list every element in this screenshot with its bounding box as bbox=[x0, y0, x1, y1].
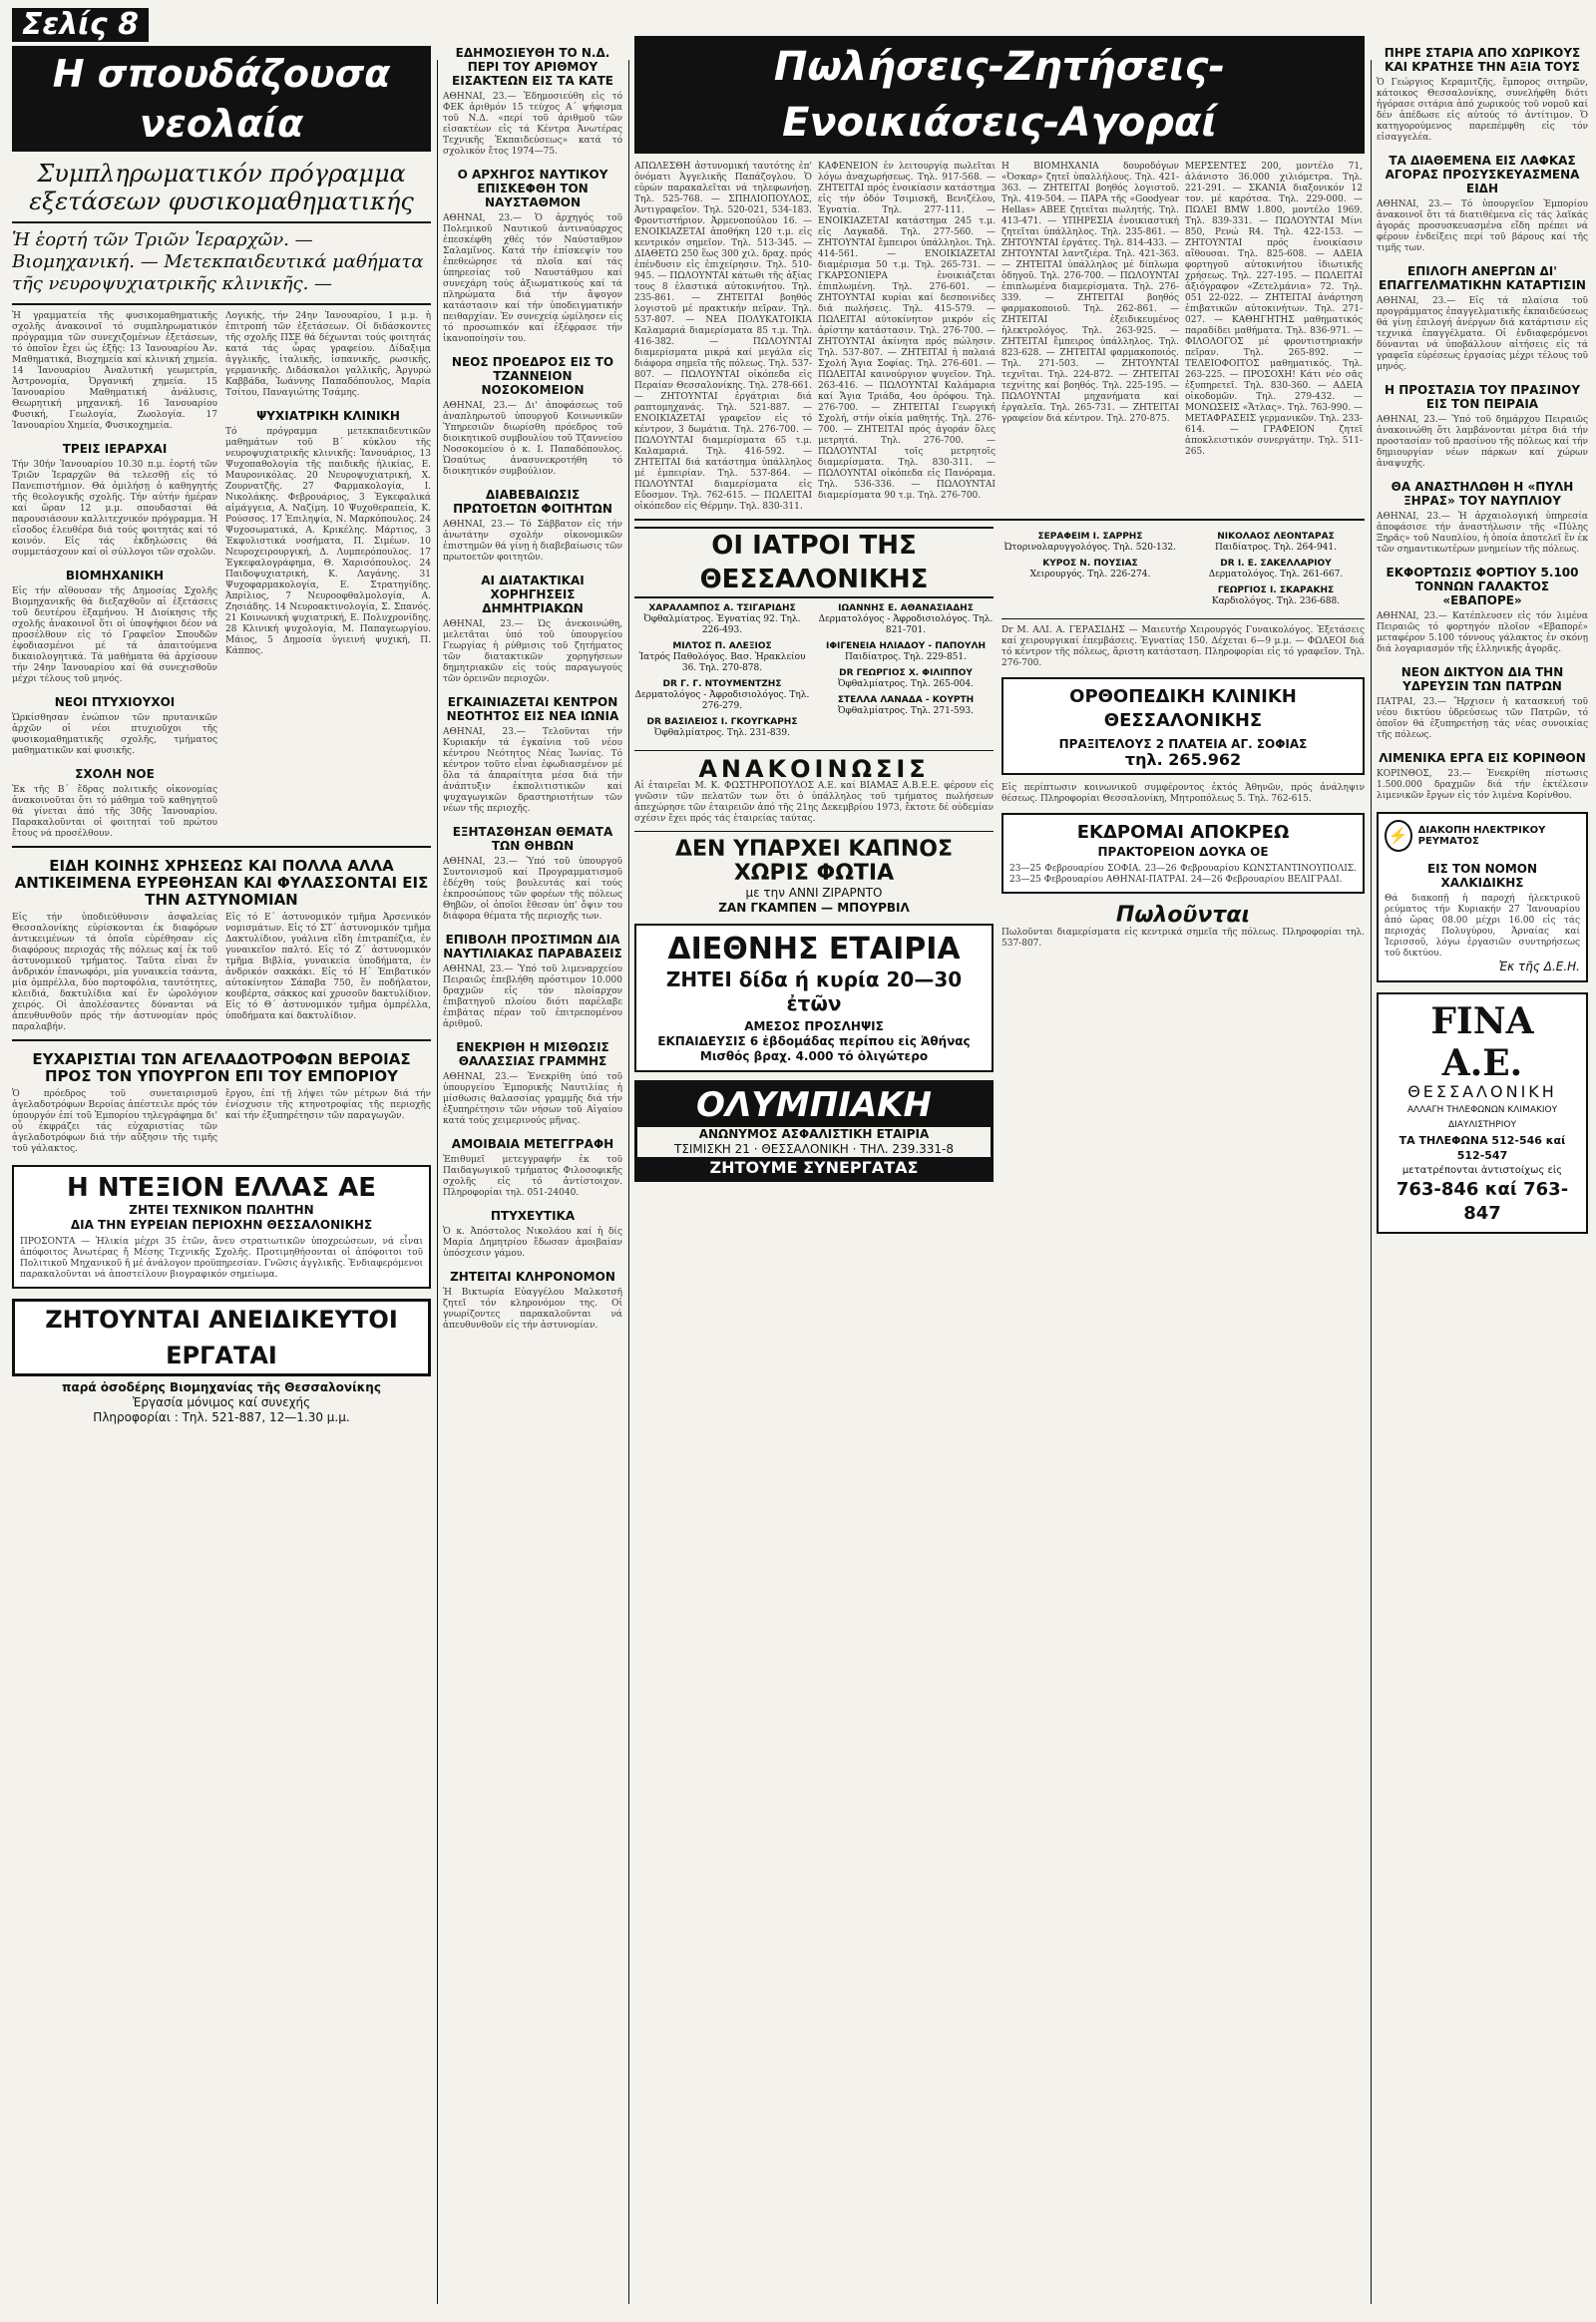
tours-sub: ΠΡΑΚΤΟΡΕΙΟΝ ΔΟΥΚΑ ΟΕ bbox=[1097, 845, 1269, 859]
article-body: Τό πρόγραμμα μετεκπαιδευτικῶν μαθημάτων τοῦ Β΄ κύκλου τῆς νευροψυχιατρικῆς κλινικῆς: Ἰανουάριος, 13 Ψυχοπαθολογία τῆς παιδικῆς ἡλικίας, Ε. Μαυρονικόλας. 20 Νευροψυχιατρική, Χ. Ζουρνατζῆς. 27 Φαρμακολογία, Ι. Νικολάκης. Φεβρουάριος, 3 Ἐγκεφαλικά αἰμάγγεια, Α. Ναζίμη. 10 Ψυχοθεραπεία, Κ. Ρούσσος. 17 Ἐπιληψία, Ν. Μαρκόπουλος. 24 Ψυχοσωματικά, Α. Κρικέλης. Μάρτιος, 3 Ἐκφυλιστικά νοσήματα, Π. Σιμέων. 10 Νευροχειρουργική, Δ. Λυμπερόπουλος. 17 Ἐγκεφαλογράφημα, Θ. Χαρισόπουλος. 24 Παιδοψυχιατρική, Κ. Λαγάνης. 31 Ψυχοφαρμακολογία, Ε. Στρατηγίδης. Ἀπρίλιος, 7 Νευροοφθαλμολογία, Α. Ζησιάδης. 14 Νευροακτινολογία, Σ. Σπανός. 21 Κοινωνική ψυχιατρική, Ε. Πολυχρονίδης. 28 Κλινική ψυχολογία, Μ. Παπαγεωργίου. Μάιος, 5 Δημοσία ὑγιεινή ψυχική, Π. Κάππος. bbox=[225, 427, 431, 656]
olympic-ad bbox=[634, 1080, 994, 1182]
doctor-name: ΙΦΙΓΕΝΕΙΑ ΗΛΙΑΔΟΥ - ΠΑΠΟΥΛΗ bbox=[825, 641, 986, 651]
doctor-entry: ΜΙΛΤΟΣ Π. ΑΛΕΞΙΟΣ Ἰατρός Παθολόγος. Βασ. Ἡρακλείου 36. Τηλ. 270-878. bbox=[634, 641, 810, 674]
headline: ΖΗΤΕΙΤΑΙ ΚΛΗΡΟΝΟΜΟΝ bbox=[450, 1270, 615, 1284]
column-separator bbox=[437, 60, 438, 2304]
ads-lower bbox=[634, 527, 1365, 1182]
headline: ΕΚΦΟΡΤΩΣΙΣ ΦΟΡΤΙΟΥ 5.100 ΤΟΝΝΩΝ ΓΑΛΑΚΤΟΣ «ΕΒΑΠΟΡΕ» bbox=[1386, 566, 1579, 607]
doctors-list bbox=[634, 598, 994, 744]
headline: ΕΞΗΤΑΣΘΗΣΑΝ ΘΕΜΑΤΑ ΤΩΝ ΘΗΒΩΝ bbox=[452, 825, 613, 853]
doctor-entry: DR ΓΕΩΡΓΙΟΣ Χ. ΦΙΛΙΠΠΟΥ Ὀφθαλμίατρος. Τηλ. 265-004. bbox=[818, 668, 994, 690]
heading-sxolh: ΣΧΟΛΗ ΝΟΕ bbox=[75, 767, 155, 781]
article-body: Ὁ Γεώργιος Κεραμιτζῆς, ἔμπορος σιτηρῶν, κάτοικος Θεσσαλονίκης, συνελήφθη διότι ἠγόρασε σιτάρια ἀπό χωρικούς τοῦ νομοῦ καί δέν ἀπέδωσε εἰς αὐτούς τό ἀντίτιμον. Ὁ κατηγορούμενος παρεπέμφθη εἰς τόν εἰσαγγελέα. bbox=[1377, 78, 1588, 143]
ads-misc: Dr Μ. ΑΛΙ. Α. ΓΕΡΑΣΙΔΗΣ — Μαιευτήρ Χειρουργός Γυναικολόγος. Ἐξετάσεις καί χειρουργικαί ἐπεμβάσεις. Ἐγνατίας 150. Δέχεται 6—9 μ.μ. — ΦΩΛΕΟΙ διά τό κέντρον τῆς πόλεως, ἄριστη κατάσταση. Πληροφορίαι εἰς τό γραφεῖον. Τηλ. 276-700. bbox=[1001, 625, 1365, 668]
olympic-sub: ΑΝΩΝΥΜΟΣ ΑΣΦΑΛΙΣΤΙΚΗ ΕΤΑΙΡΙΑ bbox=[698, 1127, 930, 1141]
headline: ΕΝΕΚΡΙΘΗ Η ΜΙΣΘΩΣΙΣ ΘΑΛΑΣΣΙΑΣ ΓΡΑΜΜΗΣ bbox=[456, 1040, 609, 1068]
dei-region: ΕΙΣ ΤΟΝ ΝΟΜΟΝ ΧΑΛΚΙΔΙΚΗΣ bbox=[1426, 862, 1538, 890]
classified-col-2: ΚΑΦΕΝΕΙΟΝ ἐν λειτουργίᾳ πωλεῖται λόγω ἀναχωρήσεως. Τηλ. 917-568. — ΖΗΤΕΙΤΑΙ πρός ἐνοικίασιν κατάστημα εἰς τήν ὁδόν Τσιμισκῆ, Βενιζέλου, Ἐγνατία. Τηλ. 277-111. — ΕΝΟΙΚΙΑΖΕΤΑΙ κατάστημα 245 τ.μ. εἰς Λαγκαδᾶ. Τηλ. 277-560. — ΖΗΤΟΥΝΤΑΙ ἔμπειροι ὑπάλληλοι. Τηλ. 414-561. — ΕΝΟΙΚΙΑΖΕΤΑΙ διαμέρισμα 50 τ.μ. Τηλ. 265-731. — ΓΚΑΡΣΟΝΙΕΡΑ ἐνοικιάζεται ἐπιπλωμένη. Τηλ. 276-601. — ΖΗΤΟΥΝΤΑΙ κυρίαι καί δεσποινίδες διά πωλήσεις. Τηλ. 415-579. — ΠΩΛΕΙΤΑΙ αὐτοκίνητον μικρόν εἰς ἀρίστην κατάστασιν. Τηλ. 276-700. — ΖΗΤΟΥΝΤΑΙ ἀκίνητα πρός πώλησιν. Τηλ. 537-807. — ΖΗΤΕΙΤΑΙ ἡ παλαιά Σχολή Ἄγια Σοφίας. Τηλ. 276-601. — ΠΩΛΕΙΤΑΙ καινούργιον ψυγεῖον. Τηλ. 263-416. — ΠΩΛΟΥΝΤΑΙ Καλάμαρια καί Ἄγια Τριάδα, 4ου ὀρόφου. Τηλ. 276-700. — ΖΗΤΕΙΤΑΙ Γεωργική Σχολή, στήν οἰκία μαθητής. Τηλ. 276-700. — ΖΗΤΕΙΤΑΙ πρός ἀγοράν ὅλες μετρητά. Τηλ. 276-700. — ΠΩΛΟΥΝΤΑΙ τοῖς μετρητοῖς διαμερίσματα. Τηλ. 830-311. — ΠΩΛΟΥΝΤΑΙ οἰκόπεδα εἰς Πανόραμα. Τηλ. 536-336. — ΠΩΛΟΥΝΤΑΙ διαμερίσματα 90 τ.μ. Τηλ. 276-700. bbox=[818, 162, 996, 501]
dexion-ad-body: ΠΡΟΣΟΝΤΑ — Ἡλικία μέχρι 35 ἐτῶν, ἄνευ στρατιωτικῶν ὑποχρεώσεων, νά εἶναι ἀπόφοιτος Ἀνωτέρας ἤ Μέσης Τεχνικῆς Σχολῆς. Προτιμηθήσονται οἱ ἀπόφοιτοι τοῦ Πολιτικοῦ Μηχανικοῦ ἤ μέ ἀνάλογον προϋπηρεσίαν. Γνῶσις ἀγγλικῆς. Ἐνδιαφερόμενοι παρακαλοῦνται νά ἀποστείλουν βιογραφικόν σημείωμα. bbox=[20, 1237, 423, 1280]
left-two-columns bbox=[12, 311, 431, 840]
divider bbox=[12, 303, 431, 305]
doctor-name: DR ΒΑΣΙΛΕΙΟΣ Ι. ΓΚΟΥΓΚΑΡΗΣ bbox=[646, 717, 798, 727]
article-body: Ὁ πρόεδρος τοῦ συνεταιρισμοῦ ἀγελαδοτρόφων Βεροίας ἀπέστειλε πρός τόν ὑπουργόν ἐπί τοῦ Ἐμπορίου τηλεγράφημα δι' οὗ ἐκφράζει τάς εὐχαριστίας τῶν ἀγελαδοτρόφων διά τήν αὔξησιν τῆς τιμῆς τοῦ γάλακτος. bbox=[12, 1089, 217, 1154]
ortho-phone: τηλ. 265.962 bbox=[1124, 750, 1242, 769]
article-body: ΑΘΗΝΑΙ, 23.— Ὡς ἀνεκοινώθη, μελετᾶται ὑπό τοῦ ὑπουργείου Γεωργίας ἡ ρύθμισις τοῦ ζητήματος τῶν διατακτικῶν χορηγήσεων δημητριακῶν εἰς τούς παραγωγούς τῶν ὀρεινῶν περιοχῶν. bbox=[443, 619, 622, 684]
classified-columns bbox=[634, 162, 1365, 513]
article-body: ΑΘΗΝΑΙ, 23.— Ἐνεκρίθη ὑπό τοῦ ὑπουργείου Ἐμπορικῆς Ναυτιλίας ἡ μίσθωσις θαλασσίας γραμμῆς διά τήν ἐξυπηρέτησιν τῶν νήσων τοῦ Αἰγαίου κατά τούς χειμερινούς μῆνας. bbox=[443, 1072, 622, 1126]
headline: ΛΙΜΕΝΙΚΑ ΕΡΓΑ ΕΙΣ ΚΟΡΙΝΘΟΝ bbox=[1379, 751, 1586, 765]
divider bbox=[12, 1039, 431, 1041]
owners-body: Πωλοῦνται διαμερίσματα εἰς κεντρικά σημεῖα τῆς πόλεως. Πληροφορίαι τηλ. 537-807. bbox=[1001, 928, 1365, 949]
intl-ad bbox=[634, 924, 994, 1072]
dei-title: ΔΙΑΚΟΠΗ ΗΛΕΚΤΡΙΚΟΥ ΡΕΥΜΑΤΟΣ bbox=[1417, 825, 1546, 847]
dexion-ad-title: Η ΝΤΕΞΙΟΝ ΕΛΛΑΣ ΑΕ bbox=[67, 1173, 376, 1203]
article-body: Ὁ κ. Ἀπόστολος Νικολάου καί ἡ δίς Μαρία Δημητρίου ἔδωσαν ἀμοιβαίαν ὑπόσχεσιν γάμου. bbox=[443, 1227, 622, 1259]
doctor-entry: DR Γ. Γ. ΝΤΟΥΜΕΝΤΖΗΣ Δερματολόγος - Ἀφροδισιολόγος. Τηλ. 276-279. bbox=[634, 679, 810, 711]
left-subtitle: Συμπληρωματικόν πρόγραμμα εξετάσεων φυσικομαθηματικής bbox=[29, 160, 414, 215]
announce-title: ΑΝΑΚΟΙΝΩΣΙΣ bbox=[698, 755, 930, 783]
veroia-body bbox=[12, 1089, 431, 1155]
headline: ΑΜΟΙΒΑΙΑ ΜΕΤΕΓΓΡΑΦΗ bbox=[451, 1137, 614, 1151]
dexion-ad-line1: ΖΗΤΕΙ ΤΕΧΝΙΚΟΝ ΠΩΛΗΤΗΝ bbox=[129, 1203, 314, 1217]
doctor-name: ΓΕΩΡΓΙΟΣ Ι. ΣΚΑΡΑΚΗΣ bbox=[1217, 585, 1335, 595]
ads-banner-text: Πωλήσεις-Ζητήσεις-Ενοικιάσεις-Αγοραί bbox=[773, 44, 1226, 146]
divider bbox=[634, 519, 1365, 521]
article-body: ΚΟΡΙΝΘΟΣ, 23.— Ἐνεκρίθη πίστωσις 1.500.000 δραχμῶν διά τήν ἐκτέλεσιν λιμενικῶν ἔργων εἰς τόν λιμένα Κορίνθου. bbox=[1377, 769, 1588, 801]
cinema-cast: ΖΑΝ ΓΚΑΜΠΕΝ — ΜΠΟΥΡΒΙΛ bbox=[718, 901, 910, 915]
announce-body: Αἱ ἑταιρεῖαι Μ. Κ. ΦΩΣΤΗΡΟΠΟΥΛΟΣ Α.Ε. καί ΒΙΑΜΑΞ Α.Β.Ε.Ε. φέρουν εἰς γνῶσιν τῶν πελατῶν των ὅτι ὁ ὑπάλληλος τοῦ τμήματος πωλήσεων ἀπεχώρησε τῶν ἑταιρειῶν ἀπό τῆς 21ης Δεκεμβρίου 1973, ἔκτοτε δέ οὐδεμίαν σχέσιν ἔχει πρός τάς ἑταιρείας ταύτας. bbox=[634, 781, 994, 824]
heading-viomix: ΒΙΟΜΗΧΑΝΙΚΗ bbox=[65, 569, 165, 582]
workers-ad-line1: παρά ὁσοδέρης Βιομηχανίας τῆς Θεσσαλονίκης bbox=[62, 1380, 381, 1394]
intl-pay: Μισθός βραχ. 4.000 τό ὀλιγώτερο bbox=[699, 1049, 929, 1063]
doctor-name: DR Ι. Ε. ΣΑΚΕΛΛΑΡΙΟΥ bbox=[1220, 559, 1332, 569]
headline: ΝΕΟΝ ΔΙΚΤΥΟΝ ΔΙΑ ΤΗΝ ΥΔΡΕΥΣΙΝ ΤΩΝ ΠΑΤΡΩΝ bbox=[1400, 665, 1564, 693]
page-label bbox=[12, 8, 431, 42]
headline: Η ΠΡΟΣΤΑΣΙΑ ΤΟΥ ΠΡΑΣΙΝΟΥ ΕΙΣ ΤΟΝ ΠΕΙΡΑΙΑ bbox=[1384, 383, 1581, 411]
doctors-col-c bbox=[1001, 527, 1179, 612]
doctor-entry: DR ΒΑΣΙΛΕΙΟΣ Ι. ΓΚΟΥΓΚΑΡΗΣ Ὀφθαλμίατρος. Τηλ. 231-839. bbox=[634, 717, 810, 739]
doctor-entry: ΚΥΡΟΣ Ν. ΠΟΥΣΙΑΣ Χειρουργός. Τηλ. 226-274. bbox=[1001, 559, 1179, 580]
article-body: Λογικής, τήν 24ην Ἰανουαρίου, 1 μ.μ. ἡ ἐπιτροπή τῶν ἐξετάσεων. Οἱ διδάσκοντες τῆς σχολῆς ΠΣΕ θά δέχωνται τούς φοιτητάς κατά τάς ὧρας γραφείου. Δίδαξιμα ἀγγλικῆς, ἰταλικῆς, ἰσπανικῆς, ρωσικῆς, γερμανικῆς. Διδάσκαλοι γαλλικῆς, Ἀργυρώ Καββάδα, Ἰωάννης Παπαδόπουλος, Μαρία Τσίτου, Παναγιώτης Τσάμης. bbox=[225, 311, 431, 398]
doctor-entry: ΣΤΕΛΛΑ ΛΑΝΑΔΑ - ΚΟΥΡΤΗ Ὀφθαλμίατρος. Τηλ. 271-593. bbox=[818, 695, 994, 717]
left-title bbox=[12, 46, 431, 152]
workers-ad-line2: Ἐργασία μόνιμος καί συνεχής bbox=[132, 1395, 311, 1409]
article-body: Ἡ Βικτωρία Εὐαγγέλου Μαλκοτσῆ ζητεῖ τόν κληρονόμον της. Οἱ γνωρίζοντες παρακαλοῦνται νά ἀπευθυνθοῦν εἰς τήν ἀστυνομίαν. bbox=[443, 1288, 622, 1331]
heading-neoi: ΝΕΟΙ ΠΤΥΧΙΟΥΧΟΙ bbox=[54, 695, 176, 709]
fina-new: 763-846 καί 763-847 bbox=[1396, 1179, 1569, 1224]
doctor-name: ΣΕΡΑΦΕΙΜ Ι. ΣΑΡΡΗΣ bbox=[1037, 532, 1143, 542]
article-body: ΑΘΗΝΑΙ, 23.— Ὑπό τοῦ ὑπουργοῦ Συντονισμοῦ καί Προγραμματισμοῦ ἐδέχθη τούς βουλευτάς καί τούς ἐκπροσώπους τῶν φορέων τῆς πόλεως Θηβῶν, οἱ ὁποῖοι ἔθεσαν ὑπ' ὄψιν του διάφορα θέματα τῆς περιοχῆς των. bbox=[443, 857, 622, 922]
divider bbox=[1001, 618, 1365, 619]
heading-psyx: ΨΥΧΙΑΤΡΙΚΗ ΚΛΙΝΙΚΗ bbox=[256, 409, 400, 423]
doctors-col-b bbox=[818, 598, 994, 744]
left-col-a bbox=[12, 311, 217, 840]
doctor-name: DR ΓΕΩΡΓΙΟΣ Χ. ΦΙΛΙΠΠΟΥ bbox=[839, 668, 973, 678]
divider bbox=[12, 846, 431, 848]
olympic-title: ΟΛΥΜΠΙΑΚΗ bbox=[637, 1083, 991, 1127]
workers-ad-title-text: ΖΗΤΟΥΝΤΑΙ ΑΝΕΙΔΙΚΕΥΤΟΙ ΕΡΓΑΤΑΙ bbox=[45, 1306, 398, 1369]
doctor-entry: ΧΑΡΑΛΑΜΠΟΣ Α. ΤΣΙΓΑΡΙΔΗΣ Ὀφθαλμίατρος. Ἐγνατίας 92. Τηλ. 226-493. bbox=[634, 603, 810, 636]
doctors-list-2 bbox=[1001, 527, 1365, 612]
dei-body: Θά διακοπῇ ἡ παροχή ἠλεκτρικοῦ ρεύματος τήν Κυριακήν 27 Ἰανουαρίου ἀπό ὥρας 08.00 μέχρι 16.00 εἰς τάς περιοχάς Πολυγύρου, Ἀρναίας καί Ἱερισσοῦ, λόγω ἐργασιῶν συντηρήσεως τοῦ δικτύου. bbox=[1385, 894, 1580, 959]
tours-body: 23—25 Φεβρουαρίου ΣΟΦΙΑ. 23—26 Φεβρουαρίου ΚΩΝΣΤΑΝΤΙΝΟΥΠΟΛΙΣ. 23—25 Φεβρουαρίου ΑΘΗΝΑΙ-ΠΑΤΡΑΙ. 24—26 Φεβρουαρίου ΒΕΛΙΓΡΑΔΙ. bbox=[1009, 864, 1357, 885]
workers-ad-title bbox=[12, 1299, 431, 1376]
fina-moved: μετατρέπονται ἀντιστοίχως εἰς bbox=[1401, 1165, 1563, 1176]
intl-detail: ΑΜΕΣΟΣ ΠΡΟΣΛΗΨΙΣ bbox=[744, 1019, 884, 1033]
workers-ad-line3: Πληροφορίαι : Τηλ. 521-887, 12—1.30 μ.μ. bbox=[93, 1410, 350, 1424]
intl-training: ΕΚΠΑΙΔΕΥΣΙΣ 6 ἑβδομάδας περίπου εἰς Ἀθήνας bbox=[657, 1034, 971, 1048]
headline: ΤΑ ΔΙΑΘΕΜΕΝΑ ΕΙΣ ΛΑΦΚΑΣ ΑΓΟΡΑΣ ΠΡΟΣΥΣΚΕΥΑΣΜΕΝΑ ΕΙΔΗ bbox=[1385, 154, 1580, 195]
classified-col-1: ΑΠΩΛΕΣΘΗ ἀστυνομική ταυτότης ἐπ' ὀνόματι Ἀγγελικῆς Παπάζογλου. Ὁ εὑρών παρακαλεῖται νά τηλεφωνήσῃ. Τηλ. 525-768. — ΣΠΗΛΙΟΠΟΥΛΟΣ, Ἀντιγραφεῖον. Τηλ. 520-021, 534-183. Φροντιστήριον. Ἀρμενοπούλου 16. — ΕΝΟΙΚΙΑΖΕΤΑΙ ἀποθήκη 120 τ.μ. εἰς κεντρικόν σημεῖον. Τηλ. 513-345. — ΔΙΑΘΕΤΩ 250 ἕως 300 χιλ. δραχ. πρός ἐπένδυσιν εἰς ἐπιχείρησιν. Τηλ. 510-945. — ΠΩΛΟΥΝΤΑΙ κάτωθι τῆς ἀξίας τους 8 ἐλαστικά αὐτοκινήτου. Τηλ. 235-861. — ΖΗΤΕΙΤΑΙ βοηθός λογιστοῦ μέ πρακτικήν πεῖραν. Τηλ. 537-807. — ΝΕΑ ΠΟΛΥΚΑΤΟΙΚΙΑ Καλαμαριά διαμερίσματα 85 τ.μ. Τηλ. 416-382. — ΠΩΛΟΥΝΤΑΙ διαμερίσματα μικρά καί μεγάλα εἰς διάφορα σημεῖα τῆς πόλεως. Τηλ. 537-807. — ΠΩΛΟΥΝΤΑΙ οἰκόπεδα εἰς Περαίαν Θεσσαλονίκης. Τηλ. 278-661. — ΖΗΤΟΥΝΤΑΙ ἐργάτριαι διά ραπτομηχανάς. Τηλ. 521-887. — ΕΝΟΙΚΙΑΖΕΤΑΙ γραφεῖον εἰς τό κέντρον, 3 δωμάτια. Τηλ. 276-700. — ΠΩΛΟΥΝΤΑΙ διαμερίσματα 65 τ.μ. Καλαμαριά. Τηλ. 416-592. — ΖΗΤΕΙΤΑΙ διά κατάστημα ὑπάλληλος μέ ἐμπειρίαν. Τηλ. 537-864. — ΠΩΛΟΥΝΤΑΙ διαμερίσματα εἰς Εὔοσμον. Τηλ. 762-615. — ΠΩΛΕΙΤΑΙ οἰκόπεδον εἰς Θέρμην. Τηλ. 830-311. bbox=[634, 162, 812, 512]
tours-ad bbox=[1001, 813, 1365, 894]
intl-sub: ΖΗΤΕΙ δίδα ή κυρία 20—30 ἐτῶν bbox=[665, 968, 963, 1015]
left-col-b bbox=[225, 311, 431, 840]
left-deck: Ἡ ἑορτή τῶν Τριῶν Ἱεραρχῶν. — Βιομηχανική. — Μετεκπαιδευτικά μαθήματα τῆς νευροψυχιατρικῆς κλινικῆς. — bbox=[12, 229, 424, 294]
page-label-badge: Σελίς 8 bbox=[12, 8, 149, 42]
ads-banner bbox=[634, 36, 1365, 154]
doctor-name: ΚΥΡΟΣ Ν. ΠΟΥΣΙΑΣ bbox=[1042, 559, 1138, 569]
olympic-tag: ΖΗΤΟΥΜΕ ΣΥΝΕΡΓΑΤΑΣ bbox=[637, 1157, 991, 1179]
article-body: ἔργου, ἐπί τῇ λήψει τῶν μέτρων διά τήν ἐνίσχυσιν τῆς κτηνοτροφίας τῆς περιοχῆς καί τήν ἐξυπηρέτησιν τῶν παραγωγῶν. bbox=[225, 1089, 431, 1121]
tours-title: ΕΚΔΡΟΜΑΙ ΑΠΟΚΡΕΩ bbox=[1076, 822, 1290, 843]
ortho-ad bbox=[1001, 677, 1365, 775]
lightning-icon: ⚡ bbox=[1385, 820, 1412, 852]
doctor-name: DR Γ. Γ. ΝΤΟΥΜΕΝΤΖΗΣ bbox=[662, 679, 782, 689]
dexion-ad bbox=[12, 1165, 431, 1289]
ads-lower-right bbox=[1001, 527, 1365, 1182]
column-separator bbox=[628, 60, 629, 2304]
doctor-name: ΙΩΑΝΝΗΣ Ε. ΑΘΑΝΑΣΙΑΔΗΣ bbox=[838, 603, 974, 613]
article-body: Ἐκ τῆς Β΄ ἕδρας πολιτικῆς οἰκονομίας ἀνακοινοῦται ὅτι τό μάθημα τοῦ καθηγητοῦ θά γίνεται ἀπό τῆς 30ῆς Ἰανουαρίου. Παρακαλοῦνται οἱ φοιτηταί τοῦ πρώτου ἔτους νά προσέλθουν. bbox=[12, 785, 217, 839]
article-body: ΑΘΗΝΑΙ, 23.— Τελοῦνται τήν Κυριακήν τά ἐγκαίνια τοῦ νέου κέντρου Νεότητος Νέας Ἰωνίας. Τό κέντρον τοῦτο εἶναι ἐφωδιασμένον μέ ὅλα τά ἀπαραίτητα μέσα διά τήν ἀνάπτυξιν ἐκπολιτιστικῶν καί ψυχαγωγικῶν δραστηριοτήτων τῶν νέων τῆς περιοχῆς. bbox=[443, 727, 622, 814]
left-section bbox=[12, 8, 431, 2312]
doctor-name: ΜΙΛΤΟΣ Π. ΑΛΕΞΙΟΣ bbox=[672, 641, 772, 651]
dei-signoff: Ἐκ τῆς Δ.Ε.Η. bbox=[1498, 960, 1580, 973]
article-body: ΑΘΗΝΑΙ, 23.— Ἡ ἀρχαιολογική ὑπηρεσία ἀποφάσισε τήν ἀναστήλωσιν τῆς «Πύλης Ξηρᾶς» τοῦ Ναυπλίου, ἡ ὁποία ἀποτελεῖ ἕν ἐκ τῶν σημαντικωτέρων μνημείων τῆς πόλεως. bbox=[1377, 512, 1588, 555]
article-body: ΑΘΗΝΑΙ, 23.— Ἐδημοσιεύθη εἰς τό ΦΕΚ ἀριθμόν 15 τεύχος Α΄ ψήφισμα τοῦ Ν.Δ. «περί τοῦ ἀριθμοῦ τῶν εἰσακτέων εἰς τά Κέντρα Ἀνωτέρας Τεχνικῆς Ἐκπαιδεύσεως» κατά τό σχολικόν ἔτος 1974—75. bbox=[443, 92, 622, 157]
doctor-entry: DR Ι. Ε. ΣΑΚΕΛΛΑΡΙΟΥ Δερματολόγος. Τηλ. 261-667. bbox=[1187, 559, 1365, 580]
article-body: ΑΘΗΝΑΙ, 23.— Τό Σάββατον εἰς τήν ἀνωτάτην σχολήν οἰκονομικῶν ἐπιστημῶν θά γίνῃ ἡ διαβεβαίωσις τῶν πρωτοετῶν φοιτητῶν. bbox=[443, 520, 622, 563]
article-body: Εἰς τό Ε΄ ἀστυνομικόν τμῆμα Ἀρσενικόν νομισμάτων. Εἰς τό ΣΤ΄ ἀστυνομικόν τμῆμα Δακτυλίδιον, γυάλινα εἴδη ἐπιτραπέζια, ἐν γυναικεῖον παλτό. Εἰς τό Ζ΄ ἀστυνομικόν τμῆμα Βιβλία, γυναικεία ὑποδήματα, ἐν ἀνδρικόν σακκάκι. Εἰς τό Η΄ Ἐπιβατικόν αὐτοκίνητον Σάπαβα 750, ἕν ποδήλατον, κουβέρτα, σάκκος καί χρυσοῦν δακτυλίδιον. Εἰς τό Θ΄ ἀστυνομικόν τμῆμα ὁμπρέλλα, ὑποδήματα καί δακτυλίδιον. bbox=[225, 913, 431, 1021]
doctor-entry: ΙΦΙΓΕΝΕΙΑ ΗΛΙΑΔΟΥ - ΠΑΠΟΥΛΗ Παιδίατρος. Τηλ. 229-851. bbox=[818, 641, 994, 663]
fina-old: ΤΑ ΤΗΛΕΦΩΝΑ 512-546 καί 512-547 bbox=[1398, 1134, 1566, 1162]
dexion-ad-line2: ΔΙΑ ΤΗΝ ΕΥΡΕΙΑΝ ΠΕΡΙΟΧΗΝ ΘΕΣΣΑΛΟΝΙΚΗΣ bbox=[70, 1218, 373, 1232]
classified-col-3: Η ΒΙΟΜΗΧΑΝΙΑ δουροδόγων «Ὀσκαρ» ζητεῖ ὑπαλλήλους. Τηλ. 421-363. — ΖΗΤΕΙΤΑΙ βοηθός λογιστοῦ. Τηλ. 419-504. — ΠΑΡΑ τῆς «Goodyear Hellas» ΑΒΕΕ ζητεῖται πωλητής. Τηλ. 413-471. — ΥΠΗΡΕΣΙΑ ἐνοικιαστική ζητεῖται ὑπάλληλος. Τηλ. 235-861. — ΖΗΤΟΥΝΤΑΙ ἐργάτες. Τηλ. 814-433. — ΖΗΤΟΥΝΤΑΙ λαντζιέρα. Τηλ. 421-363. — ΖΗΤΕΙΤΑΙ ὑπάλληλος μέ δίπλωμα ὁδηγοῦ. Τηλ. 276-700. — ΠΩΛΟΥΝΤΑΙ ἐπιπλωμένα διαμερίσματα. Τηλ. 276-339. — ΖΗΤΕΙΤΑΙ βοηθός φαρμακοποιοῦ. Τηλ. 262-861. — ΖΗΤΕΙΤΑΙ ἐξειδικευμένος ἠλεκτρολόγος. Τηλ. 263-925. — ΖΗΤΕΙΤΑΙ ἔμπειρος ὑπάλληλος. Τηλ. 823-628. — ΖΗΤΕΙΤΑΙ φαρμακοποιός. Τηλ. 271-503. — ΖΗΤΟΥΝΤΑΙ τεχνῖται. Τηλ. 224-872. — ΖΗΤΕΙΤΑΙ τεχνίτης καί βοηθός. Τηλ. 225-195. — ΠΩΛΟΥΝΤΑΙ μηχανήματα καί ἐργαλεῖα. Τηλ. 265-731. — ΖΗΤΕΙΤΑΙ γραφείον διά κέντρον. Τηλ. 270-875. bbox=[1001, 162, 1179, 424]
headline: ΕΓΚΑΙΝΙΑΖΕΤΑΙ ΚΕΝΤΡΟΝ ΝΕΟΤΗΤΟΣ ΕΙΣ ΝΕΑ ΙΩΝΙΑ bbox=[446, 695, 619, 723]
doctor-entry: ΓΕΩΡΓΙΟΣ Ι. ΣΚΑΡΑΚΗΣ Καρδιολόγος. Τηλ. 236-688. bbox=[1187, 585, 1365, 607]
dei-ad bbox=[1377, 812, 1588, 982]
lost-items-body bbox=[12, 913, 431, 1033]
middle-news-column bbox=[443, 36, 622, 2310]
article-body: ΑΘΗΝΑΙ, 23.— Τό ὑπουργεῖον Ἐμπορίου ἀνακοινοῖ ὅτι τά διατιθέμενα εἰς τάς λαϊκάς ἀγοράς προσυσκευασμένα εἴδη πρέπει νά φέρουν ἐνδείξεις περί τοῦ βάρους καί τῆς τιμῆς των. bbox=[1377, 199, 1588, 253]
fina-city: ΘΕΣΣΑΛΟΝΙΚΗ bbox=[1407, 1082, 1557, 1101]
article-body: ΑΘΗΝΑΙ, 23.— Εἰς τά πλαίσια τοῦ προγράμματος ἐπαγγελματικῆς ἐκπαιδεύσεως θά γίνῃ ἐπιλογή ἀνέργων διά κατάρτισιν εἰς τεχνικά ἐπαγγέλματα. Οἱ ἐνδιαφερόμενοι δύνανται νά ὑποβάλλουν αἰτήσεις εἰς τά γραφεῖα εὑρέσεως ἐργασίας μέχρι τέλους τοῦ μηνός. bbox=[1377, 296, 1588, 372]
article-body: ΑΘΗΝΑΙ, 23.— Κατέπλευσεν εἰς τόν λιμένα Πειραιῶς τό φορτηγόν πλοῖον «Εβαπορέ» μεταφέρον 5.100 τόννους γάλακτος ἐν σκόνῃ διά λογαριασμόν τῆς ἑλληνικῆς ἀγορᾶς. bbox=[1377, 611, 1588, 654]
divider bbox=[12, 221, 431, 223]
headline: ΕΔΗΜΟΣΙΕΥΘΗ ΤΟ Ν.Δ. ΠΕΡΙ ΤΟΥ ΑΡΙΘΜΟΥ ΕΙΣΑΚΤΕΩΝ ΕΙΣ ΤΑ ΚΑΤΕ bbox=[452, 46, 613, 88]
doctor-entry: ΙΩΑΝΝΗΣ Ε. ΑΘΑΝΑΣΙΑΔΗΣ Δερματολόγος - Ἀφροδισιολόγος. Τηλ. 821-701. bbox=[818, 603, 994, 635]
article-body: Ὡρκίσθησαν ἐνώπιον τῶν πρυτανικῶν ἀρχῶν οἱ νέοι πτυχιοῦχοι τῆς φυσικομαθηματικῆς σχολῆς, τμήματος μαθηματικῶν καί φυσικῆς. bbox=[12, 713, 217, 756]
article-body: ΑΘΗΝΑΙ, 23.— Δι' ἀποφάσεως τοῦ ἀναπληρωτοῦ ὑπουργοῦ Κοινωνικῶν Ὑπηρεσιῶν διωρίσθη πρόεδρος τοῦ διοικητικοῦ συμβουλίου τοῦ Τζαννείου Νοσοκομείου ὁ κ. Ι. Παπαδόπουλος. Ὡσαύτως ἀνασυνεκροτήθη τό διοικητικόν συμβούλιον. bbox=[443, 401, 622, 477]
cinema-sub: με την ΑΝΝΙ ΖΙΡΑΡΝΤΟ bbox=[745, 886, 883, 900]
article-body: Ἐπιθυμεῖ μετεγγραφήν ἐκ τοῦ Παιδαγωγικοῦ τμήματος Φιλοσοφικῆς σχολῆς εἰς τό ἀντίστοιχον. Πληροφορίαι τηλ. 051-24040. bbox=[443, 1155, 622, 1198]
ortho-title: ΟΡΘΟΠΕΔΙΚΗ ΚΛΙΝΙΚΗ ΘΕΣΣΑΛΟΝΙΚΗΣ bbox=[1069, 686, 1297, 731]
article-body: ΑΘΗΝΑΙ, 23.— Ὑπό τοῦ λιμεναρχείου Πειραιῶς ἐπεβλήθη πρόστιμον 10.000 δραχμῶν εἰς τόν πλοίαρχον ἐπιβατηγοῦ πλοίου διότι παρέλαβε ἐπιβάτας πέραν τοῦ ἐπιτρεπομένου ἀριθμοῦ. bbox=[443, 965, 622, 1029]
article-body: ΠΑΤΡΑΙ, 23.— Ἤρχισεν ἡ κατασκευή τοῦ νέου δικτύου ὑδρεύσεως τῶν Πατρῶν, τό ὁποῖον θά ἐξυπηρετήσῃ τάς νέας συνοικίας τῆς πόλεως. bbox=[1377, 697, 1588, 740]
ads-misc: Εἰς περίπτωσιν κοινωνικοῦ συμφέροντος ἐκτός Ἀθηνῶν, πρός ἀνάληψιν θέσεως. Πληροφορίαι Θεσσαλονίκη, Μητροπόλεως 5. Τηλ. 762-615. bbox=[1001, 783, 1365, 804]
headline: ΑΙ ΔΙΑΤΑΚΤΙΚΑΙ ΧΟΡΗΓΗΣΕΙΣ ΔΗΜΗΤΡΙΑΚΩΝ bbox=[481, 574, 585, 615]
cinema-title: ΔΕΝ ΥΠΑΡΧΕΙ ΚΑΠΝΟΣ ΧΩΡΙΣ ΦΩΤΙΑ bbox=[674, 837, 954, 886]
fina-title: FINA A.E. bbox=[1430, 1000, 1534, 1084]
article-body: ΑΘΗΝΑΙ, 23.— Ὁ ἀρχηγός τοῦ Πολεμικοῦ Ναυτικοῦ ἀντιναύαρχος ἐπεσκέφθη χθές τόν Ναύσταθμον Σαλαμῖνος. Κατά τήν ἐπίσκεψίν του ἐπεθεώρησε τά πλοῖα καί τάς ὑπηρεσίας τοῦ Ναυστάθμου καί συνεχάρη τούς ἀξιωματικούς καί τά πληρώματα διά τήν ἄψογον κατάστασιν καί τήν ὑποδειγματικήν πειθαρχίαν. Ἐν συνεχείᾳ ὡμίλησεν εἰς τό προσωπικόν καί ἐξέφρασε τήν ἱκανοποίησίν του. bbox=[443, 213, 622, 344]
veroia-heading: ΕΥΧΑΡΙΣΤΙΑΙ ΤΩΝ ΑΓΕΛΑΔΟΤΡΟΦΩΝ ΒΕΡΟΙΑΣ ΠΡΟΣ ΤΟΝ ΥΠΟΥΡΓΟΝ ΕΠΙ ΤΟΥ ΕΜΠΟΡΙΟΥ bbox=[32, 1050, 411, 1085]
left-title-text: Η σπουδάζουσα νεολαία bbox=[52, 52, 391, 146]
headline: ΕΠΙΛΟΓΗ ΑΝΕΡΓΩΝ ΔΙ' ΕΠΑΓΓΕΛΜΑΤΙΚΗΝ ΚΑΤΑΡΤΙΣΙΝ bbox=[1379, 264, 1586, 292]
ads-lower-left bbox=[634, 527, 994, 1182]
olympic-addr: ΤΣΙΜΙΣΚΗ 21 · ΘΕΣΣΑΛΟΝΙΚΗ · ΤΗΛ. 239.331-8 bbox=[673, 1142, 955, 1156]
article-body: Εἰς τήν αἴθουσαν τῆς Δημοσίας Σχολῆς Βιομηχανικῆς θά διεξαχθοῦν αἱ ἐξετάσεις τοῦ δευτέρου ἑξαμήνου. Ἡ Διοίκησις τῆς σχολῆς ἀνακοινοῖ ὅτι οἱ ὑποψήφιοι δέον νά προσέλθουν εἰς τό Γραφεῖον Σπουδῶν ἐφοδιασμένοι μέ τά ἀπαιτούμενα δικαιολογητικά. Τά μαθήματα θά ἀρχίσουν τήν 24ην Ἰανουαρίου καί θά συνεχισθοῦν μέχρι τέλους τοῦ μηνός. bbox=[12, 586, 217, 684]
article-body: Εἰς τήν ὑποδιεύθυνσιν ἀσφαλείας Θεσσαλονίκης εὑρίσκονται ἐκ διαφόρων ἀντικειμένων τά ὁποῖα εὑρέθησαν εἰς διαφόρους περιοχάς τῆς πόλεως καί ἐκ τοῦ ἀστυνομικοῦ τμήματος. Ταῦτα εἶναι ἕν ἀνδρικόν ἐπανωφόρι, μία γυναικεία τσάντα, μία ὀμπρέλλα, δύο πορτοφόλια, ταυτότητες, κλειδιά, δακτυλίδια καί ἕν ὡρολόγιον χειρός. Οἱ ἀπολέσαντες δύνανται νά ἀπευθυνθοῦν πρός τήν ἀστυνομίαν πρός παραλαβήν. bbox=[12, 913, 217, 1032]
headline: ΝΕΟΣ ΠΡΟΕΔΡΟΣ ΕΙΣ ΤΟ ΤΖΑΝΝΕΙΟΝ ΝΟΣΟΚΟΜΕΙΟΝ bbox=[451, 355, 614, 397]
article-body: Ἡ γραμματεία τῆς φυσικομαθηματικῆς σχολῆς ἀνακοινοῖ τό συμπληρωματικόν πρόγραμμα τῶν συνεχιζομένων ἐξετάσεων, τό ὁποῖον ἔχει ὡς ἑξῆς: 13 Ἰανουαρίου Ἀν. Μαθηματικά, Βιοχημεία καί κλινική χημεία. 14 Ἰανουαρίου Ἀναλυτική γεωμετρία, Ἀστρονομία, Ὀργανική χημεία. 15 Ἰανουαρίου Μαθηματική ἀνάλυσις, Θεωρητική μηχανική. 16 Ἰανουαρίου Φυσική, Γεωλογία, Ζωολογία. 17 Ἰανουαρίου Χημεία, Φυσικοχημεία. bbox=[12, 311, 217, 431]
article-body: ΑΘΗΝΑΙ, 23.— Ὑπό τοῦ δημάρχου Πειραιῶς ἀνακοινώθη ὅτι λαμβάνονται μέτρα διά τήν προστασίαν τοῦ πρασίνου τῆς πόλεως καί τήν δημιουργίαν νέων πάρκων καί χώρων ἀναψυχῆς. bbox=[1377, 415, 1588, 469]
dei-header bbox=[1385, 820, 1580, 852]
article-body: Τήν 30ήν Ἰανουαρίου 10.30 π.μ. ἑορτή τῶν Τριῶν Ἱεραρχῶν θά τελεσθῇ εἰς τό Πανεπιστήμιον. Θά ὁμιλήσῃ ὁ καθηγητής τῆς θεολογικῆς σχολῆς. Τήν αὐτήν ἡμέραν καί ὥραν 12 μ.μ. σπουδασταί θά παρουσιάσουν καλλιτεχνικόν πρόγραμμα. Ἡ εἴσοδος ἐλευθέρα διά τούς φοιτητάς καί τό κοινόν. Εἰς τάς ἐκδηλώσεις θά συμμετάσχουν καί οἱ σύλλογοι τῶν σχολῶν. bbox=[12, 460, 217, 558]
doctor-name: ΧΑΡΑΛΑΜΠΟΣ Α. ΤΣΙΓΑΡΙΔΗΣ bbox=[648, 603, 796, 613]
doctors-title: ΟΙ ΙΑΤΡΟΙ ΤΗΣ ΘΕΣΣΑΛΟΝΙΚΗΣ bbox=[634, 527, 994, 598]
lost-items-heading: ΕΙΔΗ ΚΟΙΝΗΣ ΧΡΗΣΕΩΣ ΚΑΙ ΠΟΛΛΑ ΑΛΛΑ ΑΝΤΙΚΕΙΜΕΝΑ ΕΥΡΕΘΗΣΑΝ ΚΑΙ ΦΥΛΑΣΣΟΝΤΑΙ ΕΙΣ ΤΗΝ ΑΣΤΥΝΟΜΙΑΝ bbox=[14, 857, 429, 909]
divider bbox=[634, 831, 994, 832]
fina-line: ΑΛΛΑΓΗ ΤΗΛΕΦΩΝΩΝ ΚΛΙΜΑΚΙΟΥ ΔΙΑΥΛΙΣΤΗΡΙΟΥ bbox=[1406, 1105, 1558, 1130]
doctor-name: ΝΙΚΟΛΑΟΣ ΛΕΟΝΤΑΡΑΣ bbox=[1217, 532, 1335, 542]
divider bbox=[634, 750, 994, 751]
doctor-entry: ΝΙΚΟΛΑΟΣ ΛΕΟΝΤΑΡΑΣ Παιδίατρος. Τηλ. 264-941. bbox=[1187, 532, 1365, 554]
doctor-entry: ΣΕΡΑΦΕΙΜ Ι. ΣΑΡΡΗΣ Ὠτορινολαρυγγολόγος. Τηλ. 520-132. bbox=[1001, 532, 1179, 554]
headline: ΘΑ ΑΝΑΣΤΗΛΩΘΗ Η «ΠΥΛΗ ΞΗΡΑΣ» ΤΟΥ ΝΑΥΠΛΙΟΥ bbox=[1391, 480, 1574, 508]
headline: ΕΠΙΒΟΛΗ ΠΡΟΣΤΙΜΩΝ ΔΙΑ ΝΑΥΤΙΛΙΑΚΑΣ ΠΑΡΑΒΑΣΕΙΣ bbox=[443, 933, 622, 961]
headline: ΠΤΥΧΕΥΤΙΚΑ bbox=[490, 1209, 576, 1223]
fina-ad bbox=[1377, 992, 1588, 1234]
owners-title: Πωλοῦνται bbox=[1115, 903, 1251, 928]
headline: ΔΙΑΒΕΒΑΙΩΣΙΣ ΠΡΩΤΟΕΤΩΝ ΦΟΙΤΗΤΩΝ bbox=[453, 488, 612, 516]
right-news-column bbox=[1377, 36, 1588, 2310]
headline: ΠΗΡΕ ΣΤΑΡΙΑ ΑΠΟ ΧΩΡΙΚΟΥΣ ΚΑΙ ΚΡΑΤΗΣΕ ΤΗΝ ΑΞΙΑ ΤΟΥΣ bbox=[1384, 46, 1581, 74]
classifieds-section bbox=[634, 36, 1365, 2310]
doctors-col-d bbox=[1187, 527, 1365, 612]
doctors-col-a bbox=[634, 598, 810, 744]
intl-title: ΔΙΕΘΝΗΣ ΕΤΑΙΡΙΑ bbox=[667, 932, 961, 967]
classified-col-4: ΜΕΡΣΕΝΤΕΣ 200, μοντέλο 71, ἀλάνιστο 36.000 χιλιόμετρα. Τηλ. 221-291. — ΣΚΑΝΙΑ διαξονικόν 12 τον. μέ καρότσα. Τηλ. 229-000. — ΠΩΛΕΙ ΒΜW 1.800, μοντέλο 1969. Τηλ. 839-331. — ΠΩΛΟΥΝΤΑΙ Μίνι 850, Ρενώ R4. Τηλ. 422-153. — ΖΗΤΟΥΝΤΑΙ πρός ἐνοικίασιν αἴθουσαι. Τηλ. 825-608. — ΑΔΕΙΑ φορτηγοῦ αὐτοκινήτου ἰδιωτικῆς χρήσεως. Τηλ. 227-195. — ΠΩΛΕΙΤΑΙ ἀξιόγραφον «Ζετελμάνια» 72. Τηλ. 051 22-022. — ΖΗΤΕΙΤΑΙ ἀνάρτηση ἐπιβατικῶν αὐτοκινήτων. Τηλ. 271-027. — ΚΑΘΗΓΗΤΗΣ μαθηματικός παραδίδει μαθήματα. Τηλ. 836-971. — ΦΙΛΟΛΟΓΟΣ μέ φροντιστηριακήν πεῖραν. Τηλ. 265-892. — ΤΕΛΕΙΟΦΟΙΤΟΣ μαθηματικός. Τηλ. 263-225. — ΠΡΟΣΟΧΗ! Κάτι νέο σᾶς ἐξυπηρετεῖ. Τηλ. 830-360. — ΑΔΕΙΑ οἰκοδομῶν. Τηλ. 279-432. — ΜΟΝΩΣΕΙΣ «Ἄτλας». Τηλ. 763-990. — ΜΕΤΑΦΡΑΣΕΙΣ γερμανικῶν. Τηλ. 233-614. — ΓΡΑΦΕΙΟΝ ζητεῖ ἀποκλειστικόν συνεργάτην. Τηλ. 511-265. bbox=[1185, 162, 1363, 457]
doctor-name: ΣΤΕΛΛΑ ΛΑΝΑΔΑ - ΚΟΥΡΤΗ bbox=[837, 695, 975, 705]
heading-ierarxai: ΤΡΕΙΣ ΙΕΡΑΡΧΑΙ bbox=[62, 442, 168, 456]
column-separator bbox=[1371, 60, 1372, 2304]
ortho-addr: ΠΡΑΞΙΤΕΛΟΥΣ 2 ΠΛΑΤΕΙΑ ΑΓ. ΣΟΦΙΑΣ bbox=[1058, 737, 1308, 751]
headline: Ο ΑΡΧΗΓΟΣ ΝΑΥΤΙΚΟΥ ΕΠΙΣΚΕΦΘΗ ΤΟΝ ΝΑΥΣΤΑΘΜΟΝ bbox=[457, 168, 608, 209]
